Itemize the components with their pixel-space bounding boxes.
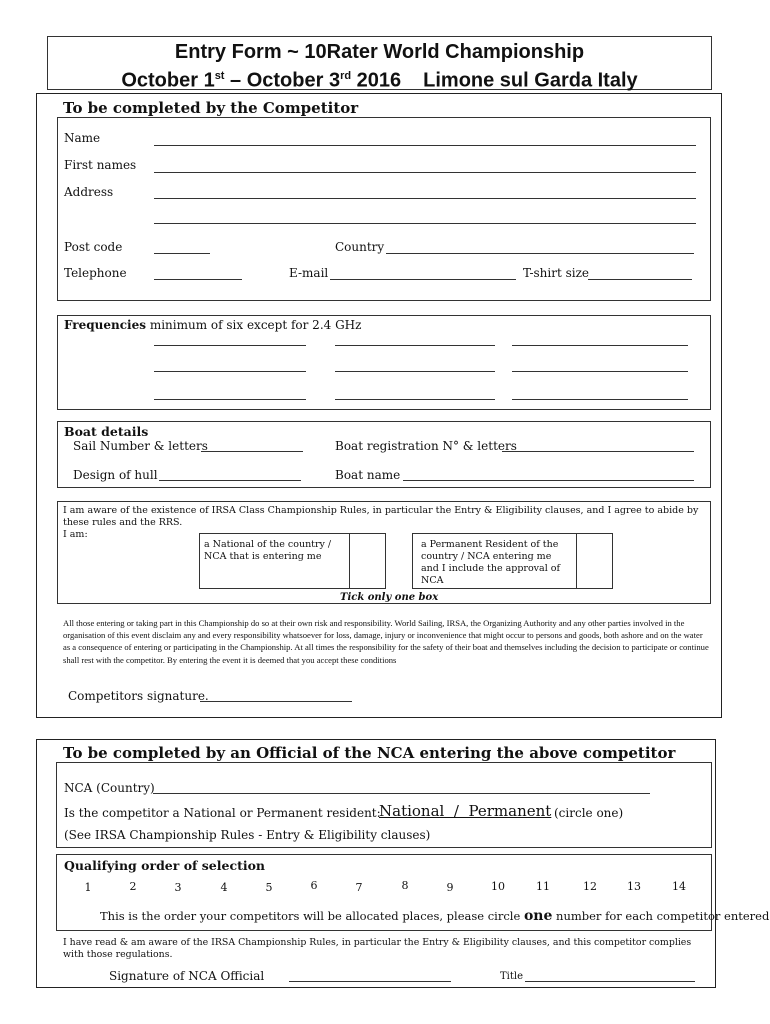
boat-name-field[interactable] [403, 480, 694, 481]
post-code-label: Post code [64, 240, 123, 254]
address-label: Address [64, 185, 114, 199]
sail-number-label: Sail Number & letters [73, 439, 208, 453]
title-line-1: Entry Form ~ 10Rater World Championship [174, 41, 585, 63]
date-start: October 1 [121, 69, 215, 92]
frequency-field-2[interactable] [335, 345, 495, 346]
qualifying-number[interactable]: 3 [174, 881, 182, 894]
competitor-signature-label: Competitors signature. [68, 689, 209, 703]
nca-label: NCA (Country) [64, 781, 155, 795]
nca-field[interactable] [153, 793, 650, 794]
date-start-sup: st [214, 70, 225, 82]
event-dates [48, 64, 711, 93]
telephone-label: Telephone [64, 266, 127, 280]
boat-heading: Boat details [64, 424, 149, 439]
registration-field[interactable] [502, 451, 694, 452]
frequencies-title [64, 318, 361, 332]
date-year: 2016 [351, 69, 402, 92]
email-label: E-mail [289, 266, 329, 280]
declaration-text: I am aware of the existence of IRSA Class Championship Rules, in particular the Entry & Eligibility clauses, and I agree to abide by these rules and the RRS. [63, 505, 699, 528]
resident-option-text: a Permanent Resident of the country / NCA entering me and I include the approval of NCA [421, 539, 561, 586]
instruction-pre: This is the order your competitors will be allocated places, please circle [100, 909, 524, 923]
qualifying-number[interactable]: 7 [355, 881, 363, 894]
qualifying-number[interactable]: 11 [536, 880, 550, 893]
first-names-label: First names [64, 158, 137, 172]
official-signature-label: Signature of NCA Official [109, 969, 265, 983]
qualifying-number[interactable]: 4 [220, 881, 228, 894]
date-separator: – October 3 [224, 69, 341, 92]
competitor-signature-field[interactable] [200, 701, 352, 702]
instruction-post: number for each competitor entered [552, 909, 770, 923]
form-title [48, 40, 711, 64]
frequency-field-5[interactable] [335, 371, 495, 372]
competitor-heading: To be completed by the Competitor [63, 99, 359, 117]
frequency-field-4[interactable] [154, 371, 306, 372]
hull-field[interactable] [159, 480, 301, 481]
address-field-1[interactable] [154, 198, 696, 199]
official-signature-field[interactable] [289, 981, 451, 982]
qualifying-number[interactable]: 12 [583, 880, 597, 893]
hull-label: Design of hull [73, 468, 158, 482]
telephone-field[interactable] [154, 279, 242, 280]
qualifying-number[interactable]: 10 [491, 880, 505, 893]
official-declaration: I have read & am aware of the IRSA Championship Rules, in particular the Entry & Eligibility clauses, and this competitor complies with those regulations. [63, 937, 692, 960]
frequencies-heading: Frequencies [64, 318, 146, 332]
i-am-label: I am: [63, 529, 88, 540]
name-field[interactable] [154, 145, 696, 146]
post-code-field[interactable] [154, 253, 210, 254]
registration-label: Boat registration N° & letters [335, 439, 517, 453]
boat-name-label: Boat name [335, 468, 401, 482]
frequency-field-6[interactable] [512, 371, 688, 372]
qualifying-heading: Qualifying order of selection [64, 858, 266, 873]
country-field[interactable] [386, 253, 694, 254]
qualifying-number[interactable]: 2 [129, 880, 137, 893]
instruction-emph: one [523, 908, 553, 924]
qualifying-number[interactable]: 5 [265, 881, 273, 894]
circle-one-note: (circle one) [554, 806, 624, 820]
national-option-text: a National of the country / NCA that is entering me [204, 539, 332, 562]
frequency-field-8[interactable] [335, 399, 495, 400]
status-options[interactable]: National / Permanent [379, 802, 552, 820]
frequencies-note: minimum of six except for 2.4 GHz [146, 318, 362, 332]
venue: Limone sul Garda Italy [423, 69, 638, 92]
tshirt-field[interactable] [588, 279, 692, 280]
see-rules-note: (See IRSA Championship Rules - Entry & Eligibility clauses) [64, 828, 431, 842]
title-box [47, 36, 712, 90]
qualifying-number[interactable]: 14 [672, 880, 686, 893]
sail-number-field[interactable] [201, 451, 303, 452]
frequency-field-3[interactable] [512, 345, 688, 346]
tshirt-label: T-shirt size [523, 266, 590, 280]
qualifying-number[interactable]: 1 [84, 881, 92, 894]
tick-note: Tick only one box [340, 592, 439, 603]
disclaimer-text: All those entering or taking part in this Championship do so at their own risk and responsibility. World Sailing, IRSA, the Organizing Authority and any other parties involved in the organisation of this event disclaim any and every responsibility whatsoever for loss, damage, injury or inconvenience that might occur to persons and goods, both ashore and on the water as a consequence of entering or participating in the Championship. At all times the responsibility for the safety of their boat and themselves including the decision to participate or continue shall rest with the competitor. By entering the event it is deemed that you accept these conditions [63, 618, 709, 665]
qualifying-number[interactable]: 6 [310, 879, 318, 892]
qualifying-number[interactable]: 9 [446, 881, 454, 894]
qualifying-number[interactable]: 13 [627, 880, 641, 893]
official-heading: To be completed by an Official of the NCA entering the above competitor [63, 744, 676, 762]
address-field-2[interactable] [154, 223, 696, 224]
frequency-field-1[interactable] [154, 345, 306, 346]
frequency-field-7[interactable] [154, 399, 306, 400]
frequency-field-9[interactable] [512, 399, 688, 400]
title-label: Title [500, 971, 524, 982]
name-label: Name [64, 131, 101, 145]
status-label: Is the competitor a National or Permanent resident: [64, 806, 381, 820]
date-end-sup: rd [340, 70, 352, 82]
first-names-field[interactable] [154, 172, 696, 173]
resident-checkbox[interactable] [576, 533, 613, 589]
country-label: Country [335, 240, 385, 254]
national-checkbox[interactable] [349, 533, 386, 589]
title-field[interactable] [525, 981, 695, 982]
qualifying-number[interactable]: 8 [401, 879, 409, 892]
email-field[interactable] [330, 279, 516, 280]
qualifying-instruction [100, 908, 769, 924]
